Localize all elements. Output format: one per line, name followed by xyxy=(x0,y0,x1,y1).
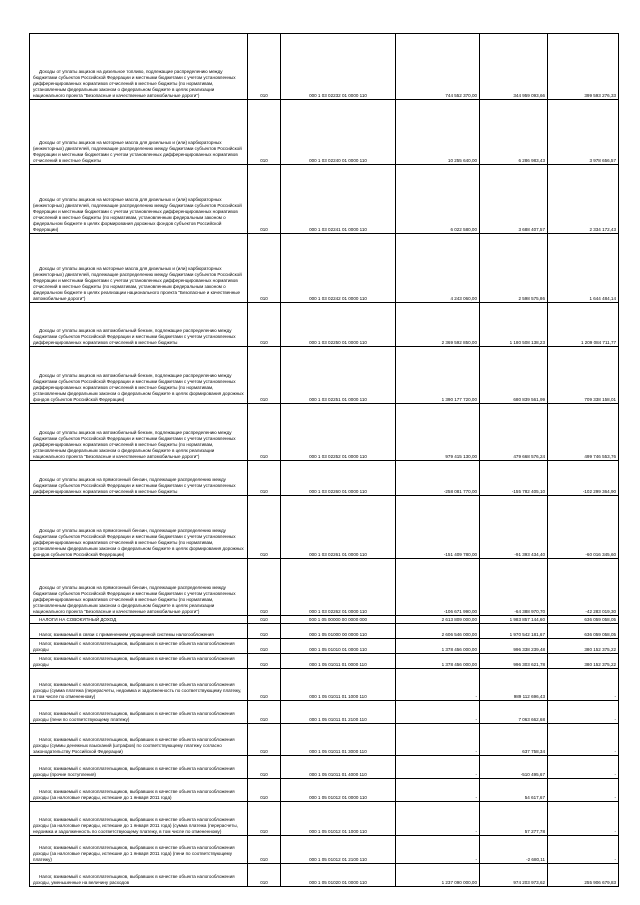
row-executed: 2 598 575,86 xyxy=(480,234,548,303)
row-approved: 1 378 456 000,00 xyxy=(396,654,480,669)
row-executed: 57 277,78 xyxy=(480,802,548,836)
row-executed: 54 617,67 xyxy=(480,779,548,802)
row-approved: 1 237 090 000,00 xyxy=(396,864,480,887)
row-approved: -258 081 770,00 xyxy=(396,461,480,496)
table-row xyxy=(30,347,619,404)
row-name: Налог, взимаемый с налогоплательщиков, выбравших в качестве объекта налогообложения доходы (суммы денежных взысканий (штрафов) по соответствующему платежу согласно законодательству Российской Федерации) xyxy=(30,724,248,756)
row-kbk: 000 1 03 02240 01 0000 110 xyxy=(281,100,396,165)
row-unexecuted: 636 059 058,05 xyxy=(548,624,619,639)
row-code: 010 xyxy=(248,802,281,836)
table-row xyxy=(30,701,619,724)
row-approved: -106 671 990,00 xyxy=(396,559,480,616)
table-row xyxy=(30,802,619,836)
row-approved: - xyxy=(396,802,480,836)
row-executed: 1 970 542 181,67 xyxy=(480,624,548,639)
row-name: Доходы от уплаты акцизов на прямогонный бензин, подлежащие распределению между бюджетами субъектов Российской Федерации и местными бюджетами с учетом установленных дифференцированных нормативов отчислений в местные бюджеты (по нормативам, установленным федеральным законом о федеральном бюджете в целях реализации национального проекта "Безопасные и качественные автомобильные дороги") xyxy=(30,559,248,616)
row-executed: 3 688 407,57 xyxy=(480,165,548,234)
row-executed: -91 393 434,40 xyxy=(480,496,548,559)
row-kbk: 000 1 03 02261 01 0000 110 xyxy=(281,496,396,559)
row-approved: 10 255 640,00 xyxy=(396,100,480,165)
row-unexecuted: - xyxy=(548,836,619,864)
row-executed: -155 782 405,10 xyxy=(480,461,548,496)
table-row xyxy=(30,756,619,779)
row-code: 010 xyxy=(248,724,281,756)
row-kbk: 000 1 05 01011 01 0000 110 xyxy=(281,654,396,669)
row-unexecuted: -60 016 345,60 xyxy=(548,496,619,559)
row-executed: 6 286 983,43 xyxy=(480,100,548,165)
row-unexecuted: 1 209 084 711,77 xyxy=(548,303,619,347)
row-executed: 974 203 973,62 xyxy=(480,864,548,887)
row-name: Налог, взимаемый с налогоплательщиков, выбравших в качестве объекта налогообложения доходы xyxy=(30,639,248,654)
row-code: 010 xyxy=(248,496,281,559)
row-name: Налог, взимаемый с налогоплательщиков, выбравших в качестве объекта налогообложения доходы, уменьшенные на величину расходов xyxy=(30,864,248,887)
row-approved: 2 369 592 850,00 xyxy=(396,303,480,347)
row-unexecuted: - xyxy=(548,802,619,836)
row-unexecuted: 380 152 375,22 xyxy=(548,654,619,669)
row-approved: - xyxy=(396,836,480,864)
row-approved: -151 409 780,00 xyxy=(396,496,480,559)
row-kbk: 000 1 05 01012 01 2100 110 xyxy=(281,836,396,864)
row-approved: 1 390 177 720,00 xyxy=(396,347,480,404)
row-approved: 4 243 060,00 xyxy=(396,234,480,303)
table-row xyxy=(30,836,619,864)
table-row xyxy=(30,461,619,496)
row-code: 010 xyxy=(248,654,281,669)
row-executed: 479 668 576,24 xyxy=(480,404,548,461)
row-code: 010 xyxy=(248,756,281,779)
row-unexecuted: 1 644 484,14 xyxy=(548,234,619,303)
row-approved: 6 022 580,00 xyxy=(396,165,480,234)
table-row xyxy=(30,616,619,624)
row-kbk: 000 1 03 02232 01 0000 110 xyxy=(281,34,396,100)
row-unexecuted: 380 152 375,22 xyxy=(548,639,619,654)
row-kbk: 000 1 03 02262 01 0000 110 xyxy=(281,559,396,616)
row-kbk: 000 1 05 01010 01 0000 110 xyxy=(281,639,396,654)
row-name: Налог, взимаемый с налогоплательщиков, выбравших в качестве объекта налогообложения доходы (прочие поступления) xyxy=(30,756,248,779)
row-approved: 1 378 456 000,00 xyxy=(396,639,480,654)
row-code: 010 xyxy=(248,639,281,654)
row-code: 010 xyxy=(248,234,281,303)
row-code: 010 xyxy=(248,779,281,802)
table-row xyxy=(30,34,619,100)
budget-execution-table xyxy=(29,33,619,887)
row-unexecuted: 636 059 058,05 xyxy=(548,616,619,624)
row-code: 010 xyxy=(248,669,281,701)
row-kbk: 000 1 03 02252 01 0000 110 xyxy=(281,404,396,461)
row-name: НАЛОГИ НА СОВОКУПНЫЙ ДОХОД xyxy=(30,616,248,624)
table-row xyxy=(30,100,619,165)
row-kbk: 000 1 03 02250 01 0000 110 xyxy=(281,303,396,347)
row-executed: 7 063 662,68 xyxy=(480,701,548,724)
row-unexecuted: 3 978 656,57 xyxy=(548,100,619,165)
row-unexecuted: - xyxy=(548,701,619,724)
table-row xyxy=(30,639,619,654)
row-name: Налог, взимаемый с налогоплательщиков, выбравших в качестве объекта налогообложения доходы (за налоговые периоды, истекшие до 1 января 2011 года) (пени по соответствующему платежу) xyxy=(30,836,248,864)
row-unexecuted: 709 338 158,01 xyxy=(548,347,619,404)
row-kbk: 000 1 05 01000 00 0000 110 xyxy=(281,624,396,639)
row-unexecuted: - xyxy=(548,669,619,701)
row-name: Налог, взимаемый с налогоплательщиков, выбравших в качестве объекта налогообложения доходы (за налоговые периоды, истекшие до 1 января 2011 года) (сумма платежа (перерасчеты, недоимка и задолженность по соответствующему платежу, в том числе по отмененному) xyxy=(30,802,248,836)
row-executed: 637 758,34 xyxy=(480,724,548,756)
row-executed: 1 983 857 144,60 xyxy=(480,616,548,624)
row-name: Доходы от уплаты акцизов на моторные масла для дизельных и (или) карбюраторных (инжекторных) двигателей, подлежащие распределению между бюджетами субъектов Российской Федерации и местными бюджетами с учетом установленных дифференцированных нормативов отчислений в местные бюджеты (по нормативам, установленным федеральным законом о федеральном бюджете в целях реализации национального проекта "Безопасные и качественные автомобильные дороги") xyxy=(30,234,248,303)
row-kbk: 000 1 05 00000 00 0000 000 xyxy=(281,616,396,624)
row-name: Доходы от уплаты акцизов на автомобильный бензин, подлежащие распределению между бюджетами субъектов Российской Федерации и местными бюджетами с учетом установленных дифференцированных нормативов отчислений в местные бюджеты xyxy=(30,303,248,347)
table-row xyxy=(30,654,619,669)
table-row xyxy=(30,234,619,303)
row-kbk: 000 1 05 01011 01 4000 110 xyxy=(281,756,396,779)
row-unexecuted: - xyxy=(548,724,619,756)
row-name: Налог, взимаемый с налогоплательщиков, выбравших в качестве объекта налогообложения доходы (пени по соответствующему платежу) xyxy=(30,701,248,724)
row-kbk: 000 1 05 01011 01 1000 110 xyxy=(281,669,396,701)
row-executed: 989 112 696,43 xyxy=(480,669,548,701)
row-name: Налог, взимаемый с налогоплательщиков, выбравших в качестве объекта налогообложения доходы (сумма платежа (перерасчеты, недоимка и задолженность по соответствующему платежу, в том числе по отмененному) xyxy=(30,669,248,701)
row-unexecuted: - xyxy=(548,756,619,779)
row-code: 010 xyxy=(248,303,281,347)
row-unexecuted: 255 906 679,83 xyxy=(548,864,619,887)
row-code: 010 xyxy=(248,100,281,165)
row-kbk: 000 1 05 01020 01 0000 110 xyxy=(281,864,396,887)
row-name: Налог, взимаемый с налогоплательщиков, выбравших в качестве объекта налогообложения доходы xyxy=(30,654,248,669)
row-executed: -2 680,11 xyxy=(480,836,548,864)
row-kbk: 000 1 03 02241 01 0000 110 xyxy=(281,165,396,234)
table-row xyxy=(30,864,619,887)
row-name: Доходы от уплаты акцизов на моторные масла для дизельных и (или) карбюраторных (инжекторных) двигателей, подлежащие распределению между бюджетами субъектов Российской Федерации и местными бюджетами с учетом установленных дифференцированных нормативов отчислений в местные бюджеты (по нормативам, установленным федеральным законом о федеральном бюджете в целях формирования дорожных фондов субъектов Российской Федерации) xyxy=(30,165,248,234)
row-code: 010 xyxy=(248,461,281,496)
row-name: Доходы от уплаты акцизов на дизельное топливо, подлежащие распределению между бюджетами субъектов Российской Федерации и местными бюджетами с учетом установленных дифференцированных нормативов отчислений в местные бюджеты (по нормативам, установленным федеральным законом о федеральном бюджете в целях реализации национального проекта "Безопасные и качественные автомобильные дороги") xyxy=(30,34,248,100)
row-kbk: 000 1 05 01011 01 3000 110 xyxy=(281,724,396,756)
row-name: Доходы от уплаты акцизов на прямогонный бензин, подлежащие распределению между бюджетами субъектов Российской Федерации и местными бюджетами с учетом установленных дифференцированных нормативов отчислений в местные бюджеты (по нормативам, установленным федеральным законом о федеральном бюджете в целях формирования дорожных фондов субъектов Российской Федерации) xyxy=(30,496,248,559)
row-code: 010 xyxy=(248,836,281,864)
table-row xyxy=(30,669,619,701)
row-executed: 996 338 239,48 xyxy=(480,639,548,654)
row-code: 010 xyxy=(248,165,281,234)
row-code: 010 xyxy=(248,347,281,404)
row-approved: - xyxy=(396,724,480,756)
row-kbk: 000 1 05 01011 01 2100 110 xyxy=(281,701,396,724)
report-page xyxy=(29,33,618,887)
row-code: 010 xyxy=(248,404,281,461)
table-row xyxy=(30,624,619,639)
row-name: Доходы от уплаты акцизов на моторные масла для дизельных и (или) карбюраторных (инжекторных) двигателей, подлежащие распределению между бюджетами субъектов Российской Федерации и местными бюджетами с учетом установленных дифференцированных нормативов отчислений в местные бюджеты xyxy=(30,100,248,165)
row-name: Доходы от уплаты акцизов на автомобильный бензин, подлежащие распределению между бюджетами субъектов Российской Федерации и местными бюджетами с учетом установленных дифференцированных нормативов отчислений в местные бюджеты (по нормативам, установленным федеральным законом о федеральном бюджете в целях формирования дорожных фондов субъектов Российской Федерации) xyxy=(30,347,248,404)
table-row xyxy=(30,496,619,559)
row-name: Доходы от уплаты акцизов на автомобильный бензин, подлежащие распределению между бюджетами субъектов Российской Федерации и местными бюджетами с учетом установленных дифференцированных нормативов отчислений в местные бюджеты (по нормативам, установленным федеральным законом о федеральном бюджете в целях реализации национального проекта "Безопасные и качественные автомобильные дороги") xyxy=(30,404,248,461)
row-code: 010 xyxy=(248,559,281,616)
row-kbk: 000 1 05 01012 01 1000 110 xyxy=(281,802,396,836)
row-approved: 2 606 546 000,00 xyxy=(396,624,480,639)
table-row xyxy=(30,303,619,347)
table-row xyxy=(30,724,619,756)
table-row xyxy=(30,779,619,802)
table-row xyxy=(30,559,619,616)
row-approved: - xyxy=(396,669,480,701)
row-approved: 744 552 370,00 xyxy=(396,34,480,100)
row-executed: -510 495,67 xyxy=(480,756,548,779)
row-name: Налог, взимаемый с налогоплательщиков, выбравших в качестве объекта налогообложения доходы (за налоговые периоды, истекшие до 1 января 2011 года) xyxy=(30,779,248,802)
row-kbk: 000 1 03 02251 01 0000 110 xyxy=(281,347,396,404)
row-kbk: 000 1 03 02242 01 0000 110 xyxy=(281,234,396,303)
row-executed: 996 303 621,78 xyxy=(480,654,548,669)
row-code: 010 xyxy=(248,701,281,724)
row-code: 010 xyxy=(248,624,281,639)
row-executed: 1 180 508 138,23 xyxy=(480,303,548,347)
row-approved: - xyxy=(396,779,480,802)
row-name: Налог, взимаемый в связи с применением упрощенной системы налогообложения xyxy=(30,624,248,639)
row-kbk: 000 1 03 02260 01 0000 110 xyxy=(281,461,396,496)
row-executed: 680 839 561,99 xyxy=(480,347,548,404)
row-unexecuted: 399 593 276,33 xyxy=(548,34,619,100)
row-unexecuted: -42 283 019,30 xyxy=(548,559,619,616)
row-executed: -64 388 970,70 xyxy=(480,559,548,616)
row-unexecuted: - xyxy=(548,779,619,802)
row-approved: 979 415 130,00 xyxy=(396,404,480,461)
table-row xyxy=(30,165,619,234)
row-name: Доходы от уплаты акцизов на прямогонный бензин, подлежащие распределению между бюджетами субъектов Российской Федерации и местными бюджетами с учетом установленных дифференцированных нормативов отчислений в местные бюджеты xyxy=(30,461,248,496)
row-approved: - xyxy=(396,701,480,724)
row-approved: - xyxy=(396,756,480,779)
table-row xyxy=(30,404,619,461)
row-executed: 344 959 093,66 xyxy=(480,34,548,100)
row-unexecuted: 499 746 553,76 xyxy=(548,404,619,461)
row-unexecuted: 2 334 172,43 xyxy=(548,165,619,234)
row-kbk: 000 1 05 01012 01 0000 110 xyxy=(281,779,396,802)
row-approved: 2 613 809 000,00 xyxy=(396,616,480,624)
row-code: 010 xyxy=(248,864,281,887)
row-code: 010 xyxy=(248,34,281,100)
row-code: 010 xyxy=(248,616,281,624)
row-unexecuted: -102 299 364,90 xyxy=(548,461,619,496)
